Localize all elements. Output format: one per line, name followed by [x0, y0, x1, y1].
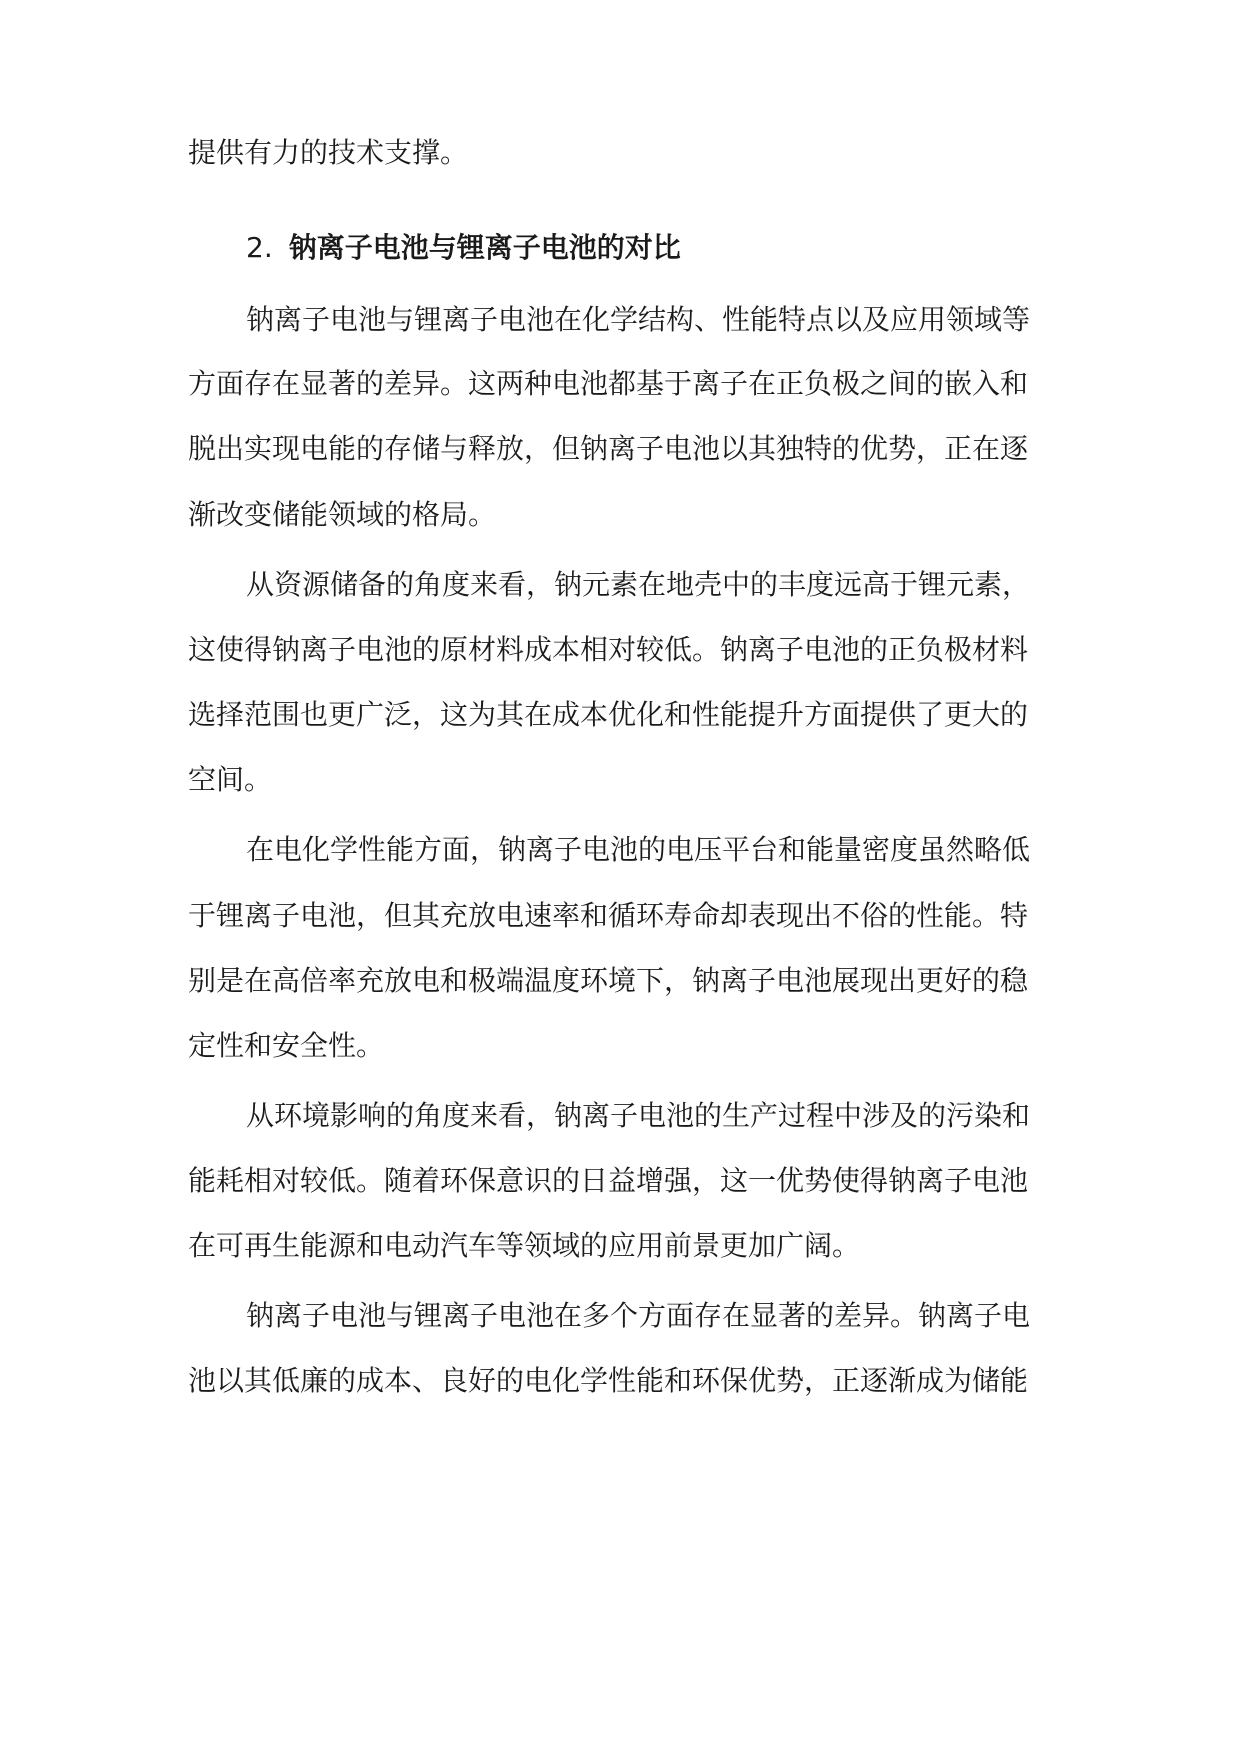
paragraph-line: 这使得钠离子电池的原材料成本相对较低。钠离子电池的正负极材料: [188, 633, 1029, 666]
continuation-line: 提供有力的技术支撑。: [188, 136, 469, 169]
paragraph-line: 池以其低廉的成本、良好的电化学性能和环保优势，正逐渐成为储能: [188, 1364, 1029, 1397]
paragraph-line: 方面存在显著的差异。这两种电池都基于离子在正负极之间的嵌入和: [188, 367, 1029, 400]
section-heading: [246, 223, 1068, 273]
paragraph-line: 定性和安全性。: [188, 1029, 385, 1062]
paragraph-line: 于锂离子电池，但其充放电速率和循环寿命却表现出不俗的性能。特: [188, 899, 1029, 932]
paragraph-line: 选择范围也更广泛，这为其在成本优化和性能提升方面提供了更大的: [188, 698, 1029, 731]
paragraph-line: 空间。: [188, 763, 273, 796]
paragraph-line: 钠离子电池与锂离子电池在化学结构、性能特点以及应用领域等: [246, 303, 1031, 336]
paragraph-line: 别是在高倍率充放电和极端温度环境下，钠离子电池展现出更好的稳: [188, 964, 1029, 997]
paragraph-line: 从环境影响的角度来看，钠离子电池的生产过程中涉及的污染和: [246, 1099, 1031, 1132]
paragraph-line: 渐改变储能领域的格局。: [188, 498, 497, 531]
section-number: 2.: [246, 231, 273, 264]
section-title: 钠离子电池与锂离子电池的对比: [288, 231, 681, 264]
paragraph-line: 从资源储备的角度来看，钠元素在地壳中的丰度远高于锂元素，: [246, 568, 1031, 601]
paragraph-line: 脱出实现电能的存储与释放，但钠离子电池以其独特的优势，正在逐: [188, 432, 1029, 465]
paragraph-line: 能耗相对较低。随着环保意识的日益增强，这一优势使得钠离子电池: [188, 1164, 1029, 1197]
paragraph-line: 钠离子电池与锂离子电池在多个方面存在显著的差异。钠离子电: [246, 1299, 1031, 1332]
paragraph-line: 在电化学性能方面，钠离子电池的电压平台和能量密度虽然略低: [246, 833, 1031, 866]
paragraph-line: 在可再生能源和电动汽车等领域的应用前景更加广阔。: [188, 1229, 861, 1262]
